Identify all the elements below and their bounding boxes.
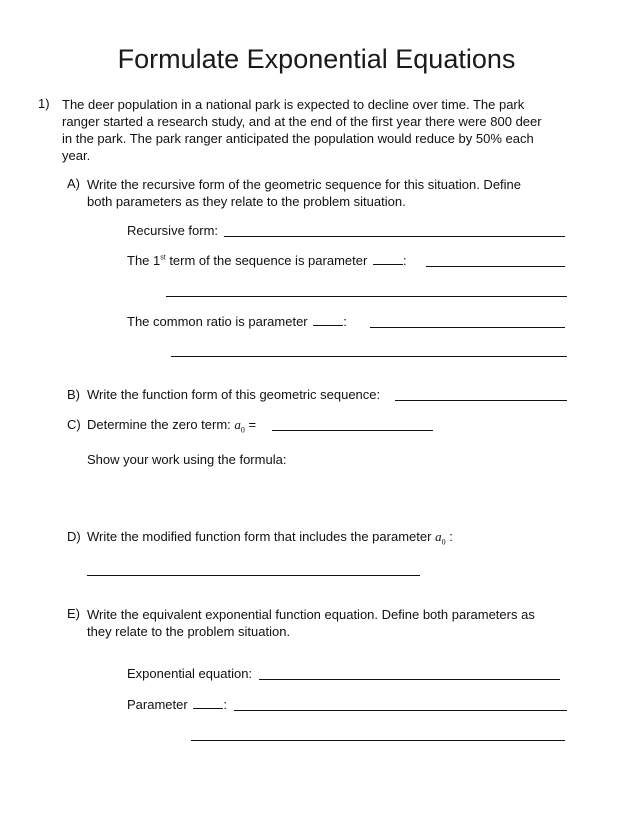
part-d-text — [87, 529, 453, 547]
first-term-pre: The 1 — [127, 253, 161, 268]
colon: : — [343, 314, 347, 329]
var-subscript: 0 — [441, 537, 446, 547]
first-term-sup: st — [160, 254, 166, 262]
part-c-label: C) — [67, 417, 81, 432]
part-c-text — [87, 417, 256, 435]
question-line: year. — [62, 148, 91, 163]
first-term-parameter-blank[interactable] — [373, 253, 403, 265]
part-a-line: both parameters as they relate to the problem situation. — [87, 194, 406, 209]
colon: : — [402, 253, 407, 268]
var-a: a — [435, 529, 442, 544]
parameter-answer-line-2[interactable] — [191, 740, 565, 741]
part-b-text: Write the function form of this geometric sequence: — [87, 387, 381, 402]
exponential-equation-label: Exponential equation: — [127, 666, 253, 681]
question-line: in the park. The park ranger anticipated the population would reduce by 50% each — [62, 131, 534, 146]
parameter-blank[interactable] — [193, 697, 223, 709]
part-e-line: they relate to the problem situation. — [87, 624, 291, 639]
first-term-answer-line-2[interactable] — [166, 296, 567, 297]
common-ratio-parameter-blank[interactable] — [313, 314, 343, 326]
part-e-label: E) — [67, 606, 80, 621]
part-c-prompt: Determine the zero term: — [87, 417, 231, 432]
parameter-answer-line[interactable] — [234, 710, 567, 711]
common-ratio-answer-line[interactable] — [370, 327, 565, 328]
recursive-form-label: Recursive form: — [127, 223, 219, 238]
part-d-label: D) — [67, 529, 81, 544]
exponential-equation-answer-line[interactable] — [259, 679, 560, 680]
page-title: Formulate Exponential Equations — [117, 44, 516, 74]
part-e-line: Write the equivalent exponential function equation. Define both parameters as — [87, 607, 535, 622]
part-d-prompt: Write the modified function form that includes the parameter — [87, 529, 432, 544]
equals-sign: = — [248, 417, 257, 432]
first-term-label — [127, 253, 407, 268]
part-b-label: B) — [67, 387, 80, 402]
colon: : — [223, 697, 227, 712]
question-number: 1) — [38, 96, 50, 111]
common-ratio-answer-line-2[interactable] — [171, 356, 567, 357]
parameter-text: Parameter — [127, 697, 188, 712]
question-line: The deer population in a national park is expected to decline over time. The park — [62, 97, 525, 112]
parameter-variable — [435, 529, 446, 547]
part-a-text — [87, 176, 521, 210]
part-a-label: A) — [67, 176, 80, 191]
var-subscript: 0 — [240, 425, 245, 435]
show-work-label: Show your work using the formula: — [87, 452, 287, 467]
modified-function-answer-line[interactable] — [87, 575, 420, 576]
first-term-post: term of the sequence is parameter — [165, 253, 368, 268]
function-form-answer-line[interactable] — [395, 400, 567, 401]
zero-term-answer-line[interactable] — [272, 430, 433, 431]
zero-term-variable — [234, 417, 245, 435]
common-ratio-label — [127, 314, 347, 329]
parameter-label — [127, 697, 227, 712]
first-term-answer-line[interactable] — [426, 266, 565, 267]
part-a-line: Write the recursive form of the geometric sequence for this situation. Define — [87, 177, 522, 192]
var-a: a — [234, 417, 241, 432]
question-1-text — [62, 96, 542, 164]
question-line: ranger started a research study, and at the end of the first year there were 800 deer — [62, 114, 542, 129]
colon: : — [449, 529, 453, 544]
common-ratio-text: The common ratio is parameter — [127, 314, 308, 329]
part-e-text — [87, 606, 535, 640]
recursive-form-answer-line[interactable] — [224, 236, 565, 237]
